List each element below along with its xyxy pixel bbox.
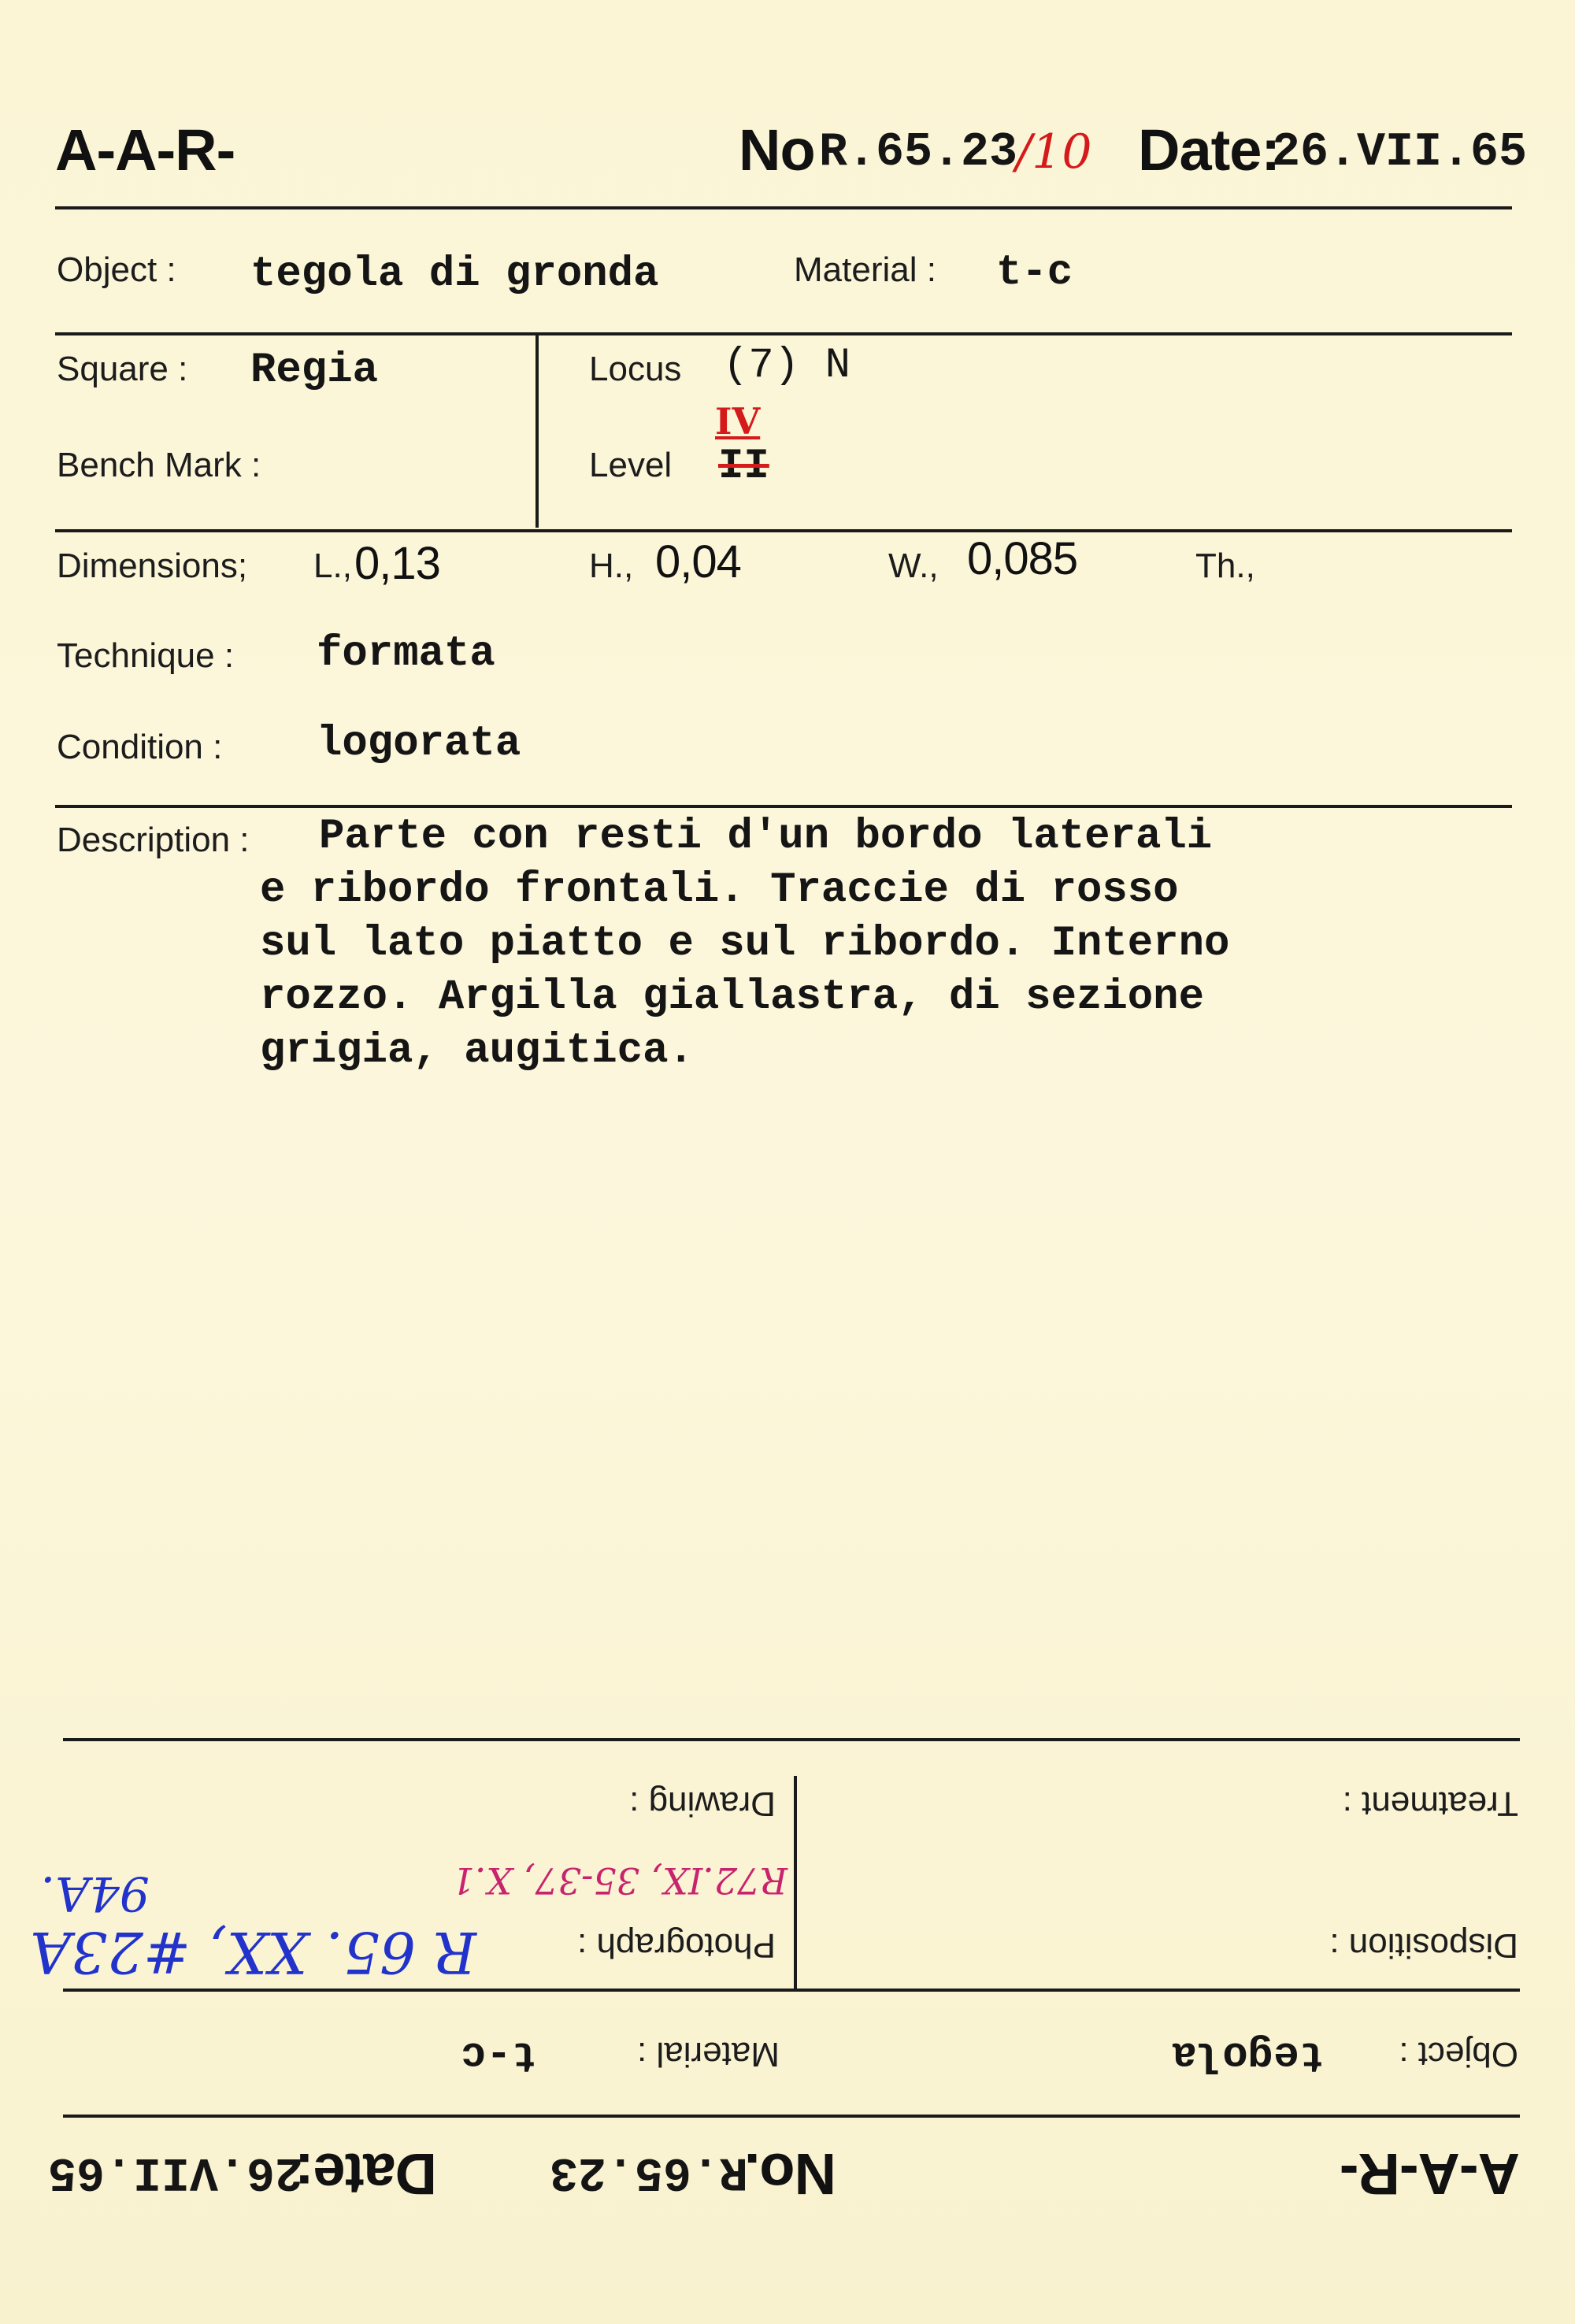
divider bbox=[55, 805, 1512, 808]
level-new-value: IV bbox=[715, 400, 761, 443]
divider bbox=[55, 529, 1512, 532]
length-value: 0,13 bbox=[354, 538, 440, 589]
bottom-org-code: A-A-R- bbox=[1340, 2141, 1520, 2207]
object-value: tegola di gronda bbox=[250, 250, 659, 298]
description-line: Parte con resti d'un bordo laterali bbox=[319, 813, 1213, 861]
technique-value: formata bbox=[317, 630, 495, 678]
condition-label: Condition : bbox=[57, 728, 223, 766]
divider bbox=[794, 1776, 797, 1989]
bottom-number-label: No. bbox=[744, 2141, 836, 2207]
square-value: Regia bbox=[250, 347, 379, 395]
disposition-label: Disposition : bbox=[1329, 1926, 1518, 1965]
locus-label: Locus bbox=[589, 350, 682, 388]
length-label: L., bbox=[313, 547, 352, 585]
level-struck-value: II bbox=[718, 443, 769, 491]
thickness-label: Th., bbox=[1195, 547, 1255, 585]
photograph-value-extra: 94A. bbox=[40, 1866, 150, 1921]
description-label: Description : bbox=[57, 821, 250, 859]
org-code: A-A-R- bbox=[55, 117, 235, 183]
bottom-material-value: t-c bbox=[460, 2030, 537, 2078]
bottom-material-label: Material : bbox=[637, 2035, 780, 2074]
locus-value: (7) N bbox=[723, 342, 851, 390]
treatment-label: Treatment : bbox=[1342, 1785, 1518, 1823]
number-label: No bbox=[739, 117, 815, 183]
level-label: Level bbox=[589, 446, 673, 484]
material-label: Material : bbox=[794, 250, 936, 289]
date-label: Date: bbox=[1138, 117, 1280, 183]
square-label: Square : bbox=[57, 350, 188, 388]
divider bbox=[536, 335, 539, 528]
number-suffix: /10 bbox=[1016, 124, 1092, 180]
bottom-date-label: Date: bbox=[295, 2141, 437, 2207]
photograph-value: R 65. XX, #23A bbox=[30, 1919, 476, 1985]
bottom-number-value: R.65.23 bbox=[549, 2144, 748, 2198]
material-value: t-c bbox=[996, 249, 1073, 297]
height-label: H., bbox=[589, 547, 634, 585]
bottom-object-label: Object : bbox=[1399, 2035, 1518, 2074]
technique-label: Technique : bbox=[57, 636, 235, 675]
width-label: W., bbox=[888, 547, 939, 585]
date-value: 26.VII.65 bbox=[1272, 126, 1528, 180]
divider bbox=[63, 1738, 1520, 1741]
divider bbox=[63, 2115, 1520, 2118]
bottom-object-value: tegola bbox=[1171, 2030, 1325, 2078]
inverted-section bbox=[0, 1496, 1575, 2324]
dimensions-label: Dimensions; bbox=[57, 547, 248, 585]
description-line: rozzo. Argilla giallastra, di sezione bbox=[260, 973, 1204, 1021]
object-label: Object : bbox=[57, 250, 176, 289]
description-line: sul lato piatto e sul ribordo. Interno bbox=[260, 920, 1230, 968]
divider bbox=[55, 332, 1512, 335]
description-line: grigia, augitica. bbox=[260, 1027, 694, 1075]
bottom-date-value: 26.VII.65 bbox=[47, 2144, 303, 2198]
divider bbox=[55, 206, 1512, 209]
number-value: R.65.23 bbox=[819, 126, 1018, 180]
bench-mark-label: Bench Mark : bbox=[57, 446, 261, 484]
width-value: 0,085 bbox=[967, 533, 1078, 584]
divider bbox=[63, 1989, 1520, 1992]
height-value: 0,04 bbox=[655, 536, 741, 587]
drawing-label: Drawing : bbox=[629, 1785, 776, 1823]
photograph-note: R72.IX, 35-37, X.1 bbox=[451, 1859, 788, 1902]
condition-value: logorata bbox=[317, 720, 521, 768]
photograph-label: Photograph : bbox=[577, 1926, 776, 1965]
description-line: e ribordo frontali. Traccie di rosso bbox=[260, 866, 1179, 914]
